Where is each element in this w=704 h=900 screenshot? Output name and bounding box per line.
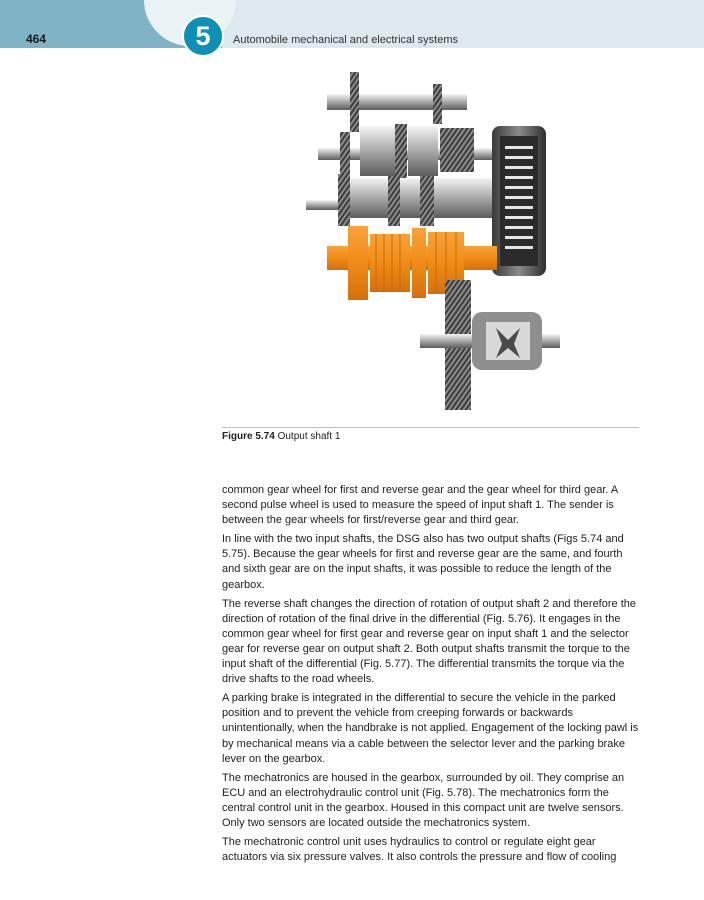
figure-caption-text: Output shaft 1 xyxy=(277,431,341,442)
figure-label: Figure 5.74 xyxy=(222,431,275,442)
running-title: Automobile mechanical and electrical systems xyxy=(233,34,458,46)
clutch-drum xyxy=(492,126,546,276)
paragraph: The mechatronics are housed in the gearbox, surrounded by oil. They comprise an ECU and an electrohydraulic control unit (Fig. 5.78). The mechatronics form the central control unit in the gearbox. Housed in this compact unit are twelve sensors. Only two sensors are located outside the mechatronics system. xyxy=(222,771,625,829)
page-number: 464 xyxy=(26,32,47,46)
chapter-badge: 5 xyxy=(182,15,224,57)
paragraph: In line with the two input shafts, the DSG also has two output shafts (Figs 5.74 and 5.75). Because the gear wheels for first and reverse gear are the same, and fourth and sixth gear are on the input shafts, it was possible to reduce the length of the gearbox. xyxy=(222,533,624,591)
caption-rule xyxy=(222,427,639,428)
paragraph: common gear wheel for first and reverse gear and the gear wheel for third gear. A second pulse wheel is used to measure the speed of input shaft 1. The sender is between the gear wheels for first/reverse gear and third gear. xyxy=(222,484,618,527)
paragraph: A parking brake is integrated in the differential to secure the vehicle in the parked position and to prevent the vehicle from creeping forwards or backwards unintentionally, when the handbrake is not applied. Engagement of the locking pawl is by mechanical means via a cable between the selector lever and the parking brake lever on the gearbox. xyxy=(222,692,639,765)
output-shaft-1-highlight xyxy=(327,226,497,300)
gearbox-illustration xyxy=(300,66,562,416)
paragraph: The reverse shaft changes the direction of rotation of output shaft 2 and therefore the direction of rotation of the final drive in the differential (Fig. 5.76). It engages in the common gear wheel for first gear and reverse gear on input shaft 1 and the selector gear for reverse gear on output shaft 2. Both output shafts transmit the torque to the input shaft of the differential (Fig. 5.77). The differential transmits the torque via the drive shafts to the road wheels. xyxy=(222,597,636,686)
upper-shaft xyxy=(327,72,467,132)
paragraph: The mechatronic control unit uses hydraulics to control or regulate eight gear actuators via six pressure valves. It also controls the pressure and flow of cooling xyxy=(222,836,617,864)
figure-caption xyxy=(222,431,340,442)
differential-assembly xyxy=(420,280,560,410)
body-text xyxy=(222,483,642,869)
